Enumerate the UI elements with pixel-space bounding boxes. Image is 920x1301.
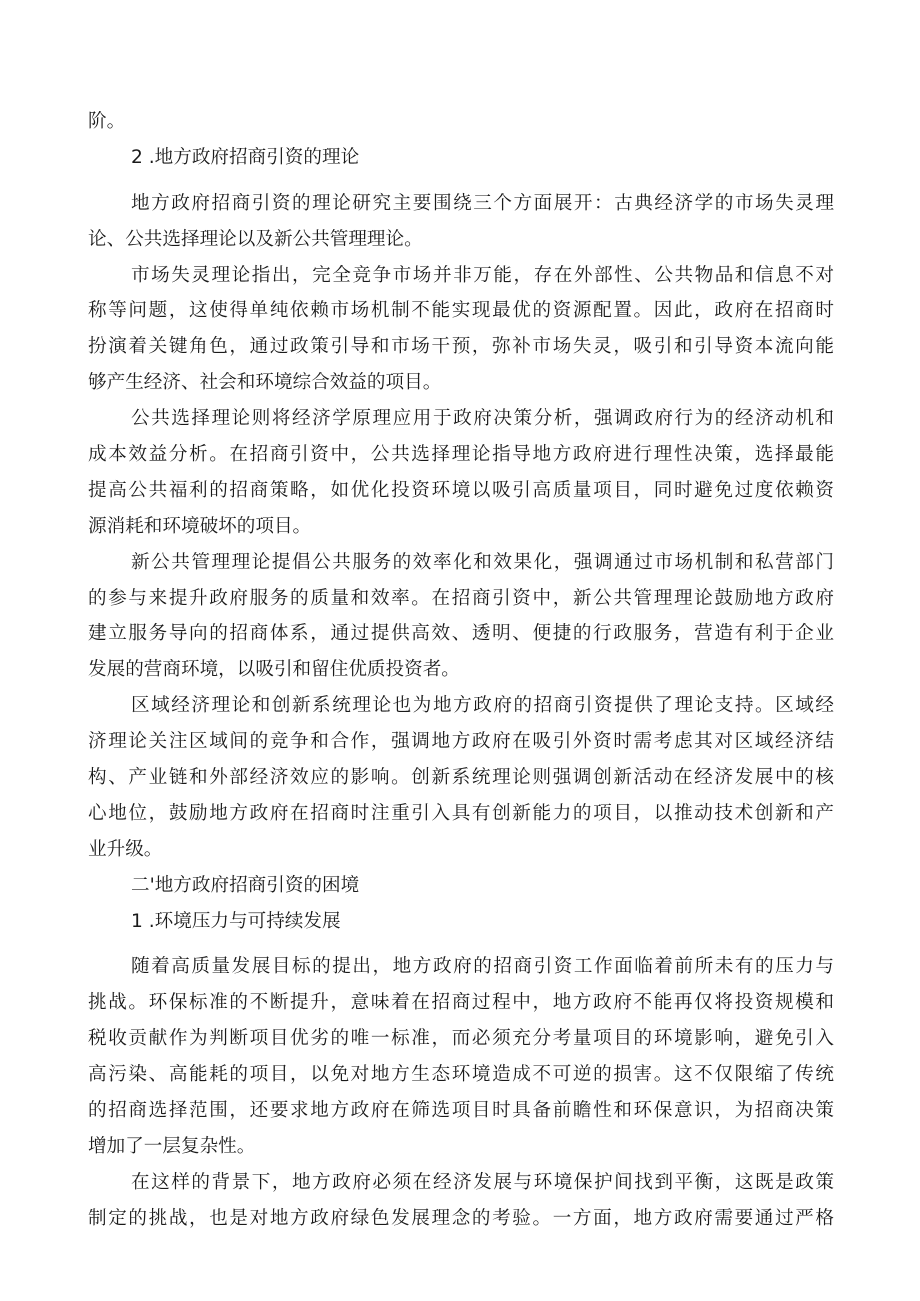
text-line: 2 .地方政府招商引资的理论 — [131, 146, 360, 168]
text-line: 发展的营商环境，以吸引和留住优质投资者。 — [88, 659, 460, 681]
text-line: 税收贡献作为判断项目优劣的唯一标准，而必须充分考量项目的环境影响，避免引入 — [88, 1028, 834, 1050]
text-line: 1 .环境压力与可持续发展 — [131, 910, 341, 932]
text-line: 建立服务导向的招商体系，通过提供高效、透明、便捷的行政服务，营造有利于企业 — [88, 623, 834, 645]
text-line: 称等问题，这使得单纯依赖市场机制不能实现最优的资源配置。因此，政府在招商时 — [88, 300, 834, 322]
text-line: 高污染、高能耗的项目，以免对地方生态环境造成不可逆的损害。这不仅限缩了传统 — [88, 1064, 834, 1086]
text-line: 增加了一层复杂性。 — [88, 1135, 256, 1157]
text-line: 市场失灵理论指出，完全竞争市场并非万能，存在外部性、公共物品和信息不对 — [131, 264, 834, 286]
text-line: 在这样的背景下，地方政府必须在经济发展与环境保护间找到平衡，这既是政策 — [131, 1171, 834, 1193]
text-line: 制定的挑战，也是对地方政府绿色发展理念的考验。一方面，地方政府需要通过严格 — [88, 1207, 834, 1229]
text-line: 二'地方政府招商引资的困境 — [131, 874, 360, 896]
text-line: 业升级。 — [88, 838, 163, 860]
text-line: 挑战。环保标准的不断提升，意味着在招商过程中，地方政府不能再仅将投资规模和 — [88, 992, 834, 1014]
text-line: 够产生经济、社会和环境综合效益的项目。 — [88, 372, 442, 394]
text-line: 地方政府招商引资的理论研究主要围绕三个方面展开：古典经济学的市场失灵理 — [131, 192, 834, 214]
text-line: 心地位，鼓励地方政府在招商时注重引入具有创新能力的项目，以推动技术创新和产 — [88, 802, 834, 824]
text-line: 济理论关注区域间的竞争和合作，强调地方政府在吸引外资时需考虑其对区域经济结 — [88, 731, 834, 753]
text-line: 源消耗和环境破坏的项目。 — [88, 515, 312, 537]
text-line: 阶。 — [88, 111, 126, 132]
paragraph-gap — [88, 939, 834, 949]
text-line: 随着高质量发展目标的提出，地方政府的招商引资工作面临着前所未有的压力与 — [131, 956, 834, 978]
text-line: 区域经济理论和创新系统理论也为地方政府的招商引资提供了理论支持。区域经 — [131, 695, 834, 717]
text-line: 新公共管理理论提倡公共服务的效率化和效果化，强调通过市场机制和私营部门 — [131, 551, 834, 573]
text-line: 论、公共选择理论以及新公共管理理论。 — [88, 228, 423, 250]
paragraph-gap — [88, 176, 834, 186]
text-line: 扮演着关键角色，通过政策引导和市场干预，弥补市场失灵，吸引和引导资本流向能 — [88, 336, 834, 358]
text-line: 的招商选择范围，还要求地方政府在筛选项目时具备前瞻性和环保意识，为招商决策 — [88, 1100, 834, 1122]
document-body — [88, 104, 834, 1237]
text-line: 成本效益分析。在招商引资中，公共选择理论指导地方政府进行理性决策，选择最能 — [88, 444, 834, 466]
text-line: 公共选择理论则将经济学原理应用于政府决策分析，强调政府行为的经济动机和 — [131, 408, 834, 430]
text-line: 的参与来提升政府服务的质量和效率。在招商引资中，新公共管理理论鼓励地方政府 — [88, 587, 834, 609]
text-line: 构、产业链和外部经济效应的影响。创新系统理论则强调创新活动在经济发展中的核 — [88, 767, 834, 789]
text-line: 提高公共福利的招商策略，如优化投资环境以吸引高质量项目，同时避免过度依赖资 — [88, 479, 834, 501]
